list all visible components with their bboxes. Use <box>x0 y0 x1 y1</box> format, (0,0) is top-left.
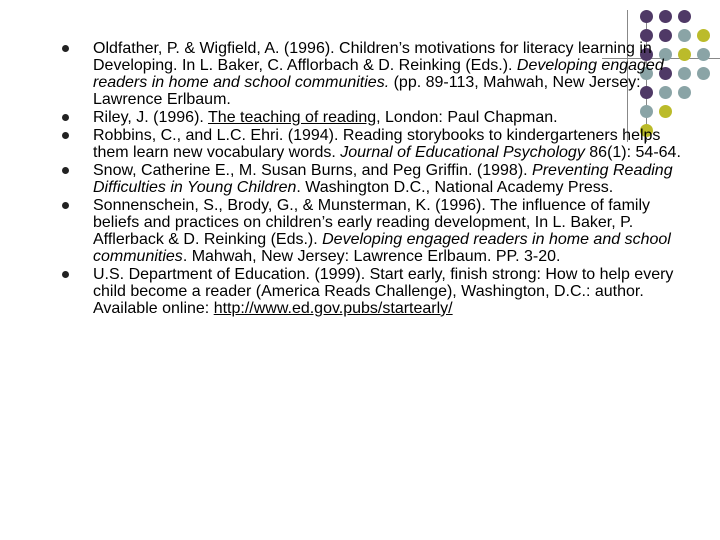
reference-segment: Robbins, C., and L.C. Ehri. (1994). Reading storybooks to kindergarteners helps them learn new vocabulary words. <box>93 127 661 161</box>
bullet-icon <box>62 114 69 121</box>
reference-text <box>93 197 671 265</box>
reference-segment: Snow, Catherine E., M. Susan Burns, and Peg Griffin. (1998). <box>93 162 533 179</box>
decorative-dot <box>697 48 710 61</box>
decorative-dot <box>678 10 691 23</box>
reference-segment: . Washington D.C., National Academy Press. <box>296 179 614 196</box>
bullet-icon <box>62 167 69 174</box>
reference-segment: Sonnenschein, S., Brody, G., & Munsterman, K. (1996). The influence of family beliefs and practices on children’s early reading development, In L. Baker, P. Afflerback & D. Reinking (Eds.). <box>93 197 651 248</box>
reference-list <box>62 40 698 318</box>
reference-segment: Oldfather, P. & Wigfield, A. (1996). Children’s motivations for literacy learning in Developing. In L. Baker, C. Afflorbach & D. Reinking (Eds.). <box>93 40 652 74</box>
reference-segment: (pp. 89-113, Mahwah, New Jersey: Lawrence Erlbaum. <box>93 74 641 108</box>
bullet-icon <box>62 45 69 52</box>
reference-item-us-dept-education <box>62 266 698 317</box>
reference-text <box>93 266 673 317</box>
reference-segment: 86(1): 54-64. <box>584 144 681 161</box>
reference-segment: Riley, J. (1996). <box>93 109 209 126</box>
decorative-dot <box>697 67 710 80</box>
decorative-dot <box>659 10 672 23</box>
reference-item-robbins <box>62 127 698 161</box>
decorative-dot <box>640 10 653 23</box>
reference-item-snow <box>62 162 698 196</box>
bullet-icon <box>62 202 69 209</box>
reference-book-title: Developing engaged readers in home and school communities <box>93 231 671 265</box>
reference-item-riley <box>62 109 698 126</box>
reference-book-title: Preventing Reading Difficulties in Young Children <box>93 162 673 196</box>
reference-journal-title: Journal of Educational Psychology <box>340 144 585 161</box>
reference-book-title: Developing engaged readers in home and school communities. <box>93 57 664 91</box>
reference-segment: , London: Paul Chapman. <box>376 109 558 126</box>
bullet-icon <box>62 271 69 278</box>
reference-item-oldfather <box>62 40 698 108</box>
reference-item-sonnenschein <box>62 197 698 265</box>
bullet-icon <box>62 132 69 139</box>
reference-text <box>93 127 681 161</box>
reference-book-title: The teaching of reading <box>208 109 377 126</box>
decorative-dot <box>697 29 710 42</box>
reference-text <box>93 40 664 108</box>
reference-segment: U.S. Department of Education. (1999). Start early, finish strong: How to help every child become a reader (America Reads Challenge), Washington, D.C.: author. Available online: <box>93 266 674 317</box>
reference-text <box>93 162 673 196</box>
reference-text <box>93 109 558 126</box>
startearly-link[interactable]: http://www.ed.gov.pubs/startearly/ <box>213 300 453 317</box>
reference-segment: . Mahwah, New Jersey: Lawrence Erlbaum. PP. 3-20. <box>182 248 561 265</box>
